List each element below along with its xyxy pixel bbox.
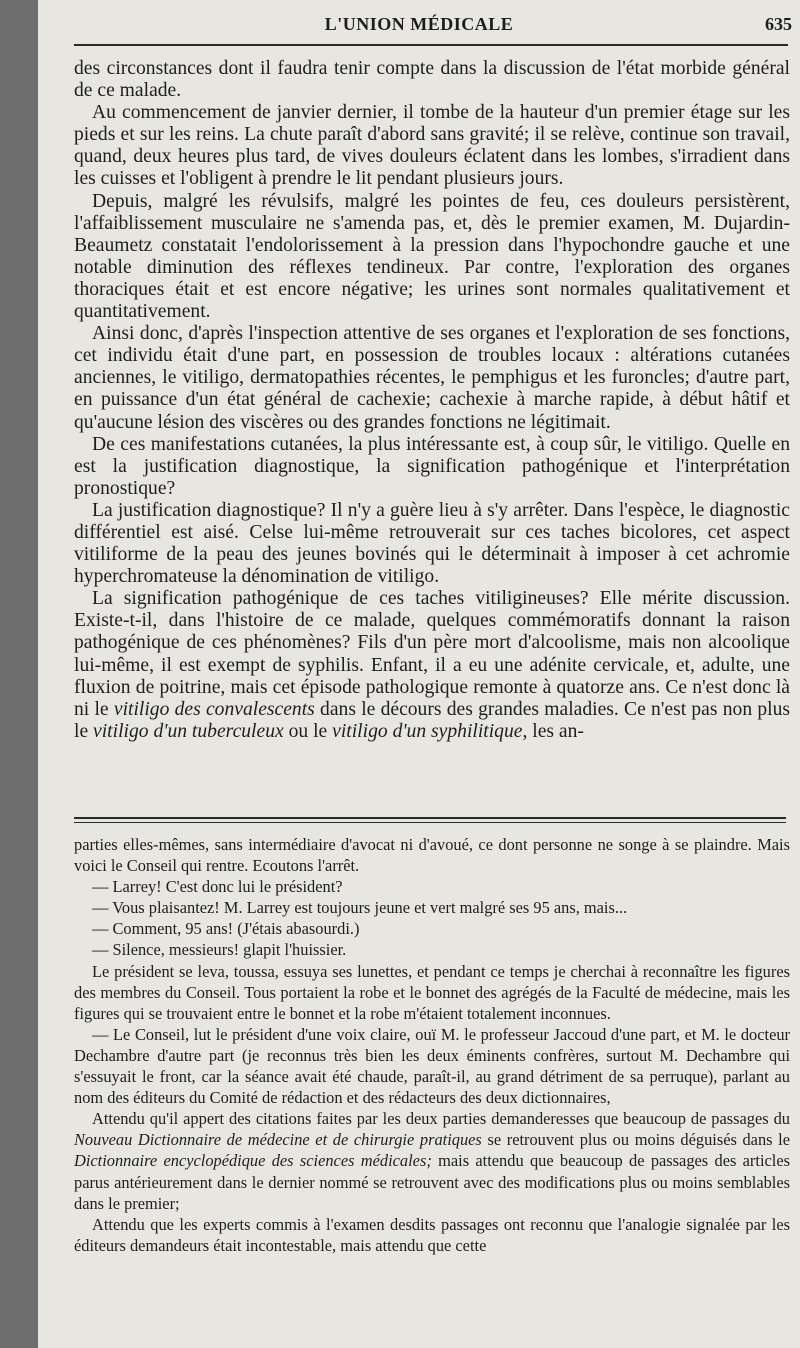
feuilleton-dialogue-3: — Comment, 95 ans! (J'étais abasourdi.)	[92, 919, 360, 939]
paragraph-7-text-d: , les an-	[522, 720, 584, 742]
feuilleton-paragraph-7: — Le Conseil, lut le président d'une voix claire, ouï M. le professeur Jaccoud d'une part, et M. le docteur Dechambre d'autre part (je reconnus très bien les deux éminents confrères, surtout M. Dechambre qui s'essuyait le front, car la séance avait été chaude, paraît-il, au grand détriment de sa perruque), parlant au nom des éditeurs du Comité de rédaction et des rédacteurs des deux dictionnaires,	[74, 1024, 790, 1108]
feuilleton-paragraph-9: Attendu que les experts commis à l'examen desdits passages ont reconnu que l'analogie signalée par les éditeurs demandeurs était incontestable, mais attendu que cette	[74, 1214, 790, 1255]
feuilleton-paragraph-8-text-b: se retrouvent plus ou moins déguisés dans le	[487, 1130, 790, 1150]
running-title: L'UNION MÉDICALE	[324, 14, 514, 34]
feuilleton-rule-thick	[74, 817, 786, 819]
book-page	[38, 0, 800, 1348]
main-article	[74, 58, 790, 743]
paragraph-4: Ainsi donc, d'après l'inspection attentive de ses organes et l'exploration de ses fonctions, cet individu était d'une part, en possession de troubles locaux : altérations cutanées anciennes, le vitiligo, dermatopathies récentes, le pemphigus et les furoncles; d'autre part, en puissance d'un état général de cachexie; cachexie à marche rapide, à début hâtif et qu'aucune lésion des viscères ou des grandes fonctions ne légitimait.	[74, 323, 790, 433]
feuilleton-paragraph-6: Le président se leva, toussa, essuya ses lunettes, et pendant ce temps je cherchai à reconnaître les figures des membres du Conseil. Tous portaient la robe et le bonnet des agrégés de la Faculté de médecine, mais les figures qui se trouvaient entre le bonnet et la robe m'étaient totalement inconnues.	[74, 961, 790, 1023]
italic-vitiligo-convalescents: vitiligo des convalescents	[113, 698, 315, 720]
feuilleton-rule-thin	[74, 822, 786, 823]
header-rule	[74, 44, 788, 46]
feuilleton-paragraph-8-text-c: mais attendu que beaucoup de passages des articles parus antérieurement dans le dernier nommé se retrouvent avec des modifications plus ou moins semblables dans le premier;	[74, 1151, 790, 1213]
italic-nouveau-dictionnaire: Nouveau Dictionnaire de médecine et de chirurgie pratiques	[74, 1130, 482, 1150]
page-number: 635	[765, 14, 792, 34]
feuilleton-paragraph-8-text-a: Attendu qu'il appert des citations faites par les deux parties demanderesses que beaucoup de passages du	[92, 1109, 790, 1129]
feuilleton-paragraph-1: parties elles-mêmes, sans intermédiaire d'avocat ni d'avoué, ce dont personne ne songe à se plaindre. Mais voici le Conseil qui rentre. Ecoutons l'arrêt.	[74, 835, 790, 876]
feuilleton-dialogue-1: — Larrey! C'est donc lui le président?	[92, 877, 343, 897]
paragraph-7-text-b: dans le décours des grandes maladies. Ce n'est pas non plus le	[74, 698, 791, 742]
italic-vitiligo-syphilitique: vitiligo d'un syphilitique	[332, 720, 523, 742]
feuilleton-dialogue-2: — Vous plaisantez! M. Larrey est toujours jeune et vert malgré ses 95 ans, mais...	[92, 898, 628, 918]
feuilleton-section	[74, 834, 790, 1256]
paragraph-7-text-a: La signification pathogénique de ces taches vitiligineuses? Elle mérite discussion. Existe-t-il, dans l'histoire de ce malade, quelques commémoratifs donnant la raison pathogénique de ces phénomènes? Fils d'un père mort d'alcoolisme, mais non alcoolique lui-même, il est exempt de syphilis. Enfant, il a eu une adénite cervicale, et, adulte, une fluxion de poitrine, mais cet épisode pathologique remonte à quatorze ans. Ce n'est donc là ni le	[74, 588, 790, 720]
paragraph-5: De ces manifestations cutanées, la plus intéressante est, à coup sûr, le vitiligo. Quelle en est la justification diagnostique, la signification pathogénique et l'interprétation pronostique?	[74, 433, 790, 499]
paragraph-3: Depuis, malgré les révulsifs, malgré les pointes de feu, ces douleurs persistèrent, l'affaiblissement musculaire ne s'amenda pas, et, dès le premier examen, M. Dujardin-Beaumetz constatait l'endolorissement à la pression dans l'hypochondre gauche et une notable diminution des réflexes tendineux. Par contre, l'exploration des organes thoraciques était et est encore négative; les urines sont normales qualitativement et quantitativement.	[74, 190, 790, 323]
paragraph-7-text-c: ou le	[288, 720, 328, 742]
paragraph-1: des circonstances dont il faudra tenir compte dans la discussion de l'état morbide général de ce malade.	[74, 58, 790, 102]
feuilleton-paragraph-8	[74, 1108, 790, 1213]
paragraph-7	[74, 588, 790, 743]
italic-vitiligo-tuberculeux: vitiligo d'un tuberculeux	[93, 720, 284, 742]
feuilleton-dialogue-4: — Silence, messieurs! glapit l'huissier.	[92, 940, 347, 960]
paragraph-6: La justification diagnostique? Il n'y a guère lieu à s'y arrêter. Dans l'espèce, le diagnostic différentiel est aisé. Celse lui-même retrouverait sur ces taches bicolores, cet aspect vitiliforme de la peau des jeunes bovinés qui le déterminait à imposer à cet achromie hyperchromateuse la dénomination de vitiligo.	[74, 499, 790, 588]
italic-dictionnaire-encyclopedique: Dictionnaire encyclopédique des sciences médicales;	[74, 1151, 432, 1171]
page-header	[38, 8, 800, 38]
paragraph-2: Au commencement de janvier dernier, il tombe de la hauteur d'un premier étage sur les pieds et sur les reins. La chute paraît d'abord sans gravité; il se relève, continue son travail, quand, deux heures plus tard, de vives douleurs éclatent dans les lombes, s'irradient dans les cuisses et l'obligent à prendre le lit pendant plusieurs jours.	[74, 102, 790, 190]
